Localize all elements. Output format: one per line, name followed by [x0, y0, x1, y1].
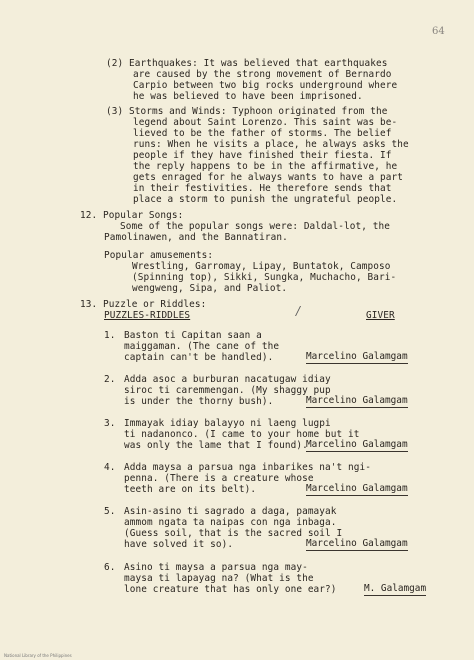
riddles-column-header: PUZZLES-RIDDLES — [104, 310, 191, 321]
riddle-1-line-1: Baston ti Capitan saan a — [124, 330, 262, 341]
storms-line-7: gets enraged for he always wants to have a part — [133, 172, 403, 183]
earthquakes-line-1: (2) Earthquakes: It was believed that earthquakes — [106, 58, 388, 69]
storms-line-1: (3) Storms and Winds: Typhoon originated from the — [106, 106, 388, 117]
riddle-5-giver: Marcelino Galamgam — [306, 538, 408, 549]
storms-line-4: runs: When he visits a place, he always asks the — [133, 139, 409, 150]
amusements-line-1: Wrestling, Garromay, Lipay, Buntatok, Camposo — [132, 261, 391, 272]
riddle-5-line-4: have solved it so). — [124, 539, 234, 550]
riddle-5-number: 5. — [104, 506, 116, 517]
footer-credit: National Library of the Philippines — [4, 653, 72, 658]
riddle-4-line-2: penna. (There is a creature whose — [124, 473, 314, 484]
storms-line-5: people if they have finished their fiesta. If — [133, 150, 392, 161]
riddle-1-giver: Marcelino Galamgam — [306, 351, 408, 362]
riddle-2-giver: Marcelino Galamgam — [306, 395, 408, 406]
riddle-6-giver: M. Galamgam — [364, 583, 427, 594]
riddle-4-line-1: Adda maysa a parsua nga inbarikes na't ngi- — [124, 462, 372, 473]
earthquakes-line-2: are caused by the strong movement of Bernardo — [133, 69, 392, 80]
riddle-3-number: 3. — [104, 418, 116, 429]
earthquakes-line-4: he was believed to have been imprisoned. — [133, 91, 363, 102]
riddle-2-line-3: is under the thorny bush). — [124, 396, 274, 407]
riddle-5-line-2: ammom ngata ta naipas con nga inbaga. — [124, 517, 337, 528]
riddle-4-number: 4. — [104, 462, 116, 473]
riddle-4-line-3: teeth are on its belt). — [124, 484, 257, 495]
storms-line-8: in their festivities. He therefore sends that — [133, 183, 392, 194]
riddle-6-line-1: Asino ti maysa a parsua nga may- — [124, 562, 308, 573]
riddle-2-line-2: siroc ti caremmengan. (My shaggy pup — [124, 385, 331, 396]
songs-line-1: Some of the popular songs were: Daldal-lot, the — [120, 221, 390, 232]
riddle-1-line-2: maiggaman. (The cane of the — [124, 341, 280, 352]
riddle-5-line-3: (Guess soil, that is the sacred soil I — [124, 528, 343, 539]
riddle-1-line-3: captain can't be handled). — [124, 352, 274, 363]
storms-line-6: the reply happens to be in the affirmative, he — [133, 161, 398, 172]
giver-column-header: GIVER — [366, 310, 395, 321]
riddle-3-line-3: was only the lame that I found). — [124, 440, 308, 451]
earthquakes-line-3: Carpio between two big rocks underground where — [133, 80, 398, 91]
songs-line-2: Pamolinawen, and the Bannatiran. — [104, 232, 288, 243]
storms-line-2: legend about Saint Lorenzo. This saint was be- — [133, 117, 398, 128]
riddle-2-number: 2. — [104, 374, 116, 385]
amusements-line-3: wengweng, Sipa, and Paliot. — [132, 283, 288, 294]
riddle-3-line-2: ti nadanonco. (I came to your home but it — [124, 429, 360, 440]
section-13-heading: 13. Puzzle or Riddles: — [80, 299, 207, 310]
riddle-6-line-3: lone creature that has only one ear?) — [124, 584, 337, 595]
riddle-3-line-1: Immayak idiay balayyo ni laeng lugpi — [124, 418, 331, 429]
riddle-3-giver: Marcelino Galamgam — [306, 439, 408, 450]
riddle-6-number: 6. — [104, 562, 116, 573]
storms-line-3: lieved to be the father of storms. The belief — [133, 128, 392, 139]
storms-line-9: place a storm to punish the ungrateful people. — [133, 194, 398, 205]
page-number: 64 — [432, 26, 445, 37]
riddle-2-line-1: Adda asoc a burburan nacatugaw idiay — [124, 374, 331, 385]
riddle-4-giver: Marcelino Galamgam — [306, 483, 408, 494]
section-12-heading: 12. Popular Songs: — [80, 210, 184, 221]
amusements-heading: Popular amusements: — [104, 250, 214, 261]
amusements-line-2: (Spinning top), Sikki, Sungka, Muchacho, Bari- — [132, 272, 397, 283]
riddle-6-line-2: maysa ti lapayag na? (What is the — [124, 573, 314, 584]
check-mark: / — [296, 304, 301, 318]
riddle-1-number: 1. — [104, 330, 116, 341]
riddle-5-line-1: Asin-asino ti sagrado a daga, pamayak — [124, 506, 337, 517]
